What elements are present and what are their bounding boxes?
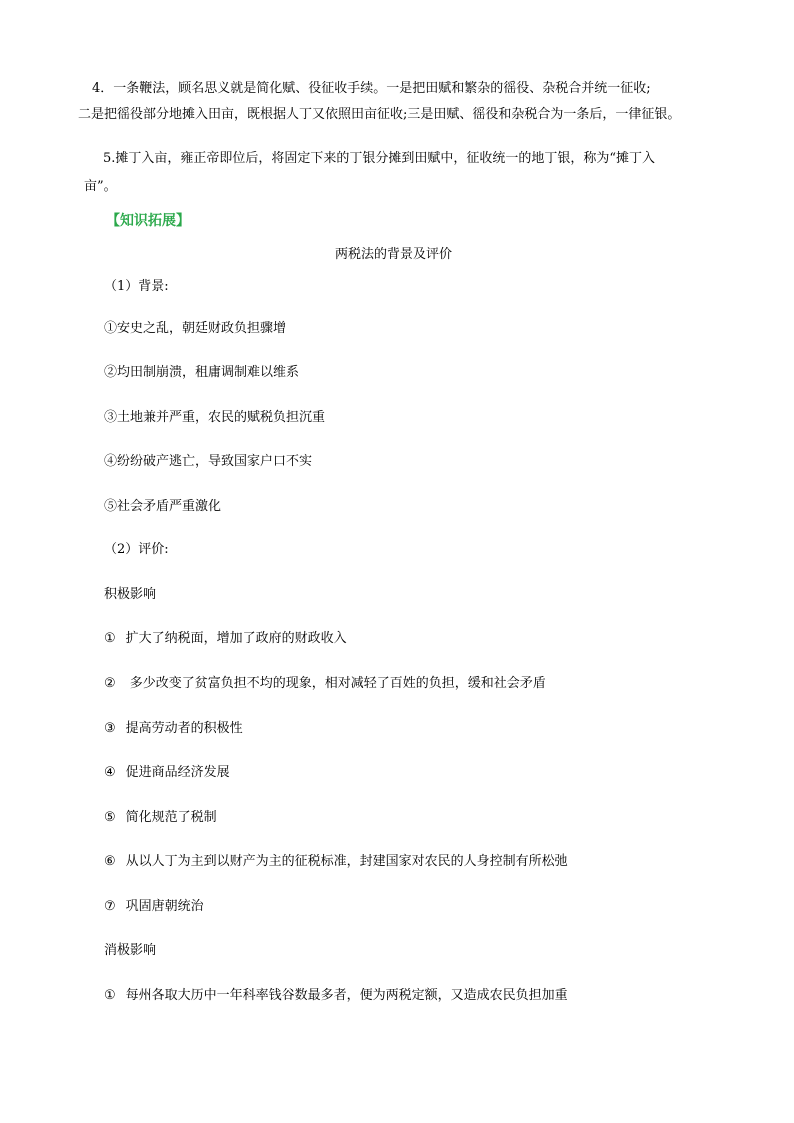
item-text: 巩固唐朝统治 <box>125 899 204 914</box>
positive-item-5 <box>104 809 217 827</box>
background-item-5: ⑤社会矛盾严重激化 <box>104 499 222 514</box>
item-number: ① <box>104 631 116 646</box>
positive-impact-label: 积极影响 <box>104 587 157 602</box>
item-text: 提高劳动者的积极性 <box>125 721 243 736</box>
positive-item-4 <box>104 764 230 782</box>
para-4-line-1: 4．一条鞭法，顾名思义就是简化赋、役征收手续。一是把田赋和繁杂的徭役、杂税合并统一征收; <box>92 81 651 96</box>
knowledge-expand-heading: 【知识拓展】 <box>106 213 190 229</box>
item-text: 简化规范了税制 <box>125 810 217 825</box>
item-number: ⑥ <box>104 854 116 869</box>
item-text: 每州各取大历中一年科率钱谷数最多者，便为两税定额，又造成农民负担加重 <box>125 988 568 1003</box>
background-item-1: ①安史之乱，朝廷财政负担骤增 <box>104 321 287 336</box>
para-5-line-1: 5.摊丁入亩，雍正帝即位后，将固定下来的丁银分摊到田赋中，征收统一的地丁银，称为“摊丁入 <box>103 151 656 166</box>
background-item-4: ④纷纷破产逃亡，导致国家户口不实 <box>104 454 313 469</box>
item-number: ③ <box>104 721 116 736</box>
positive-item-2 <box>104 675 546 693</box>
negative-impact-label: 消极影响 <box>104 943 157 958</box>
negative-item-1 <box>104 987 568 1005</box>
background-item-2: ②均田制崩溃，租庸调制难以维系 <box>104 365 300 380</box>
item-text: 扩大了纳税面，增加了政府的财政收入 <box>125 631 347 646</box>
positive-item-6 <box>104 853 568 871</box>
item-number: ④ <box>104 765 116 780</box>
item-number: ② <box>104 676 116 691</box>
article-title: 两税法的背景及评价 <box>335 247 453 262</box>
item-number: ⑤ <box>104 810 116 825</box>
evaluation-label: （2）评价: <box>104 542 169 557</box>
positive-item-3 <box>104 720 243 738</box>
item-text: 从以人丁为主到以财产为主的征税标准，封建国家对农民的人身控制有所松弛 <box>125 854 568 869</box>
item-text: 多少改变了贫富负担不均的现象，相对减轻了百姓的负担，缓和社会矛盾 <box>125 676 546 691</box>
item-text: 促进商品经济发展 <box>125 765 230 780</box>
item-number: ① <box>104 988 116 1003</box>
item-number: ⑦ <box>104 899 116 914</box>
background-label: （1）背景: <box>104 279 169 294</box>
positive-item-7 <box>104 898 204 916</box>
para-5-line-2: 亩”。 <box>84 179 117 194</box>
background-item-3: ③土地兼并严重，农民的赋税负担沉重 <box>104 410 326 425</box>
positive-item-1 <box>104 630 347 648</box>
para-4-line-2: 二是把徭役部分地摊入田亩，既根据人丁又依照田亩征收;三是田赋、徭役和杂税合为一条后，一律征银。 <box>78 107 681 122</box>
